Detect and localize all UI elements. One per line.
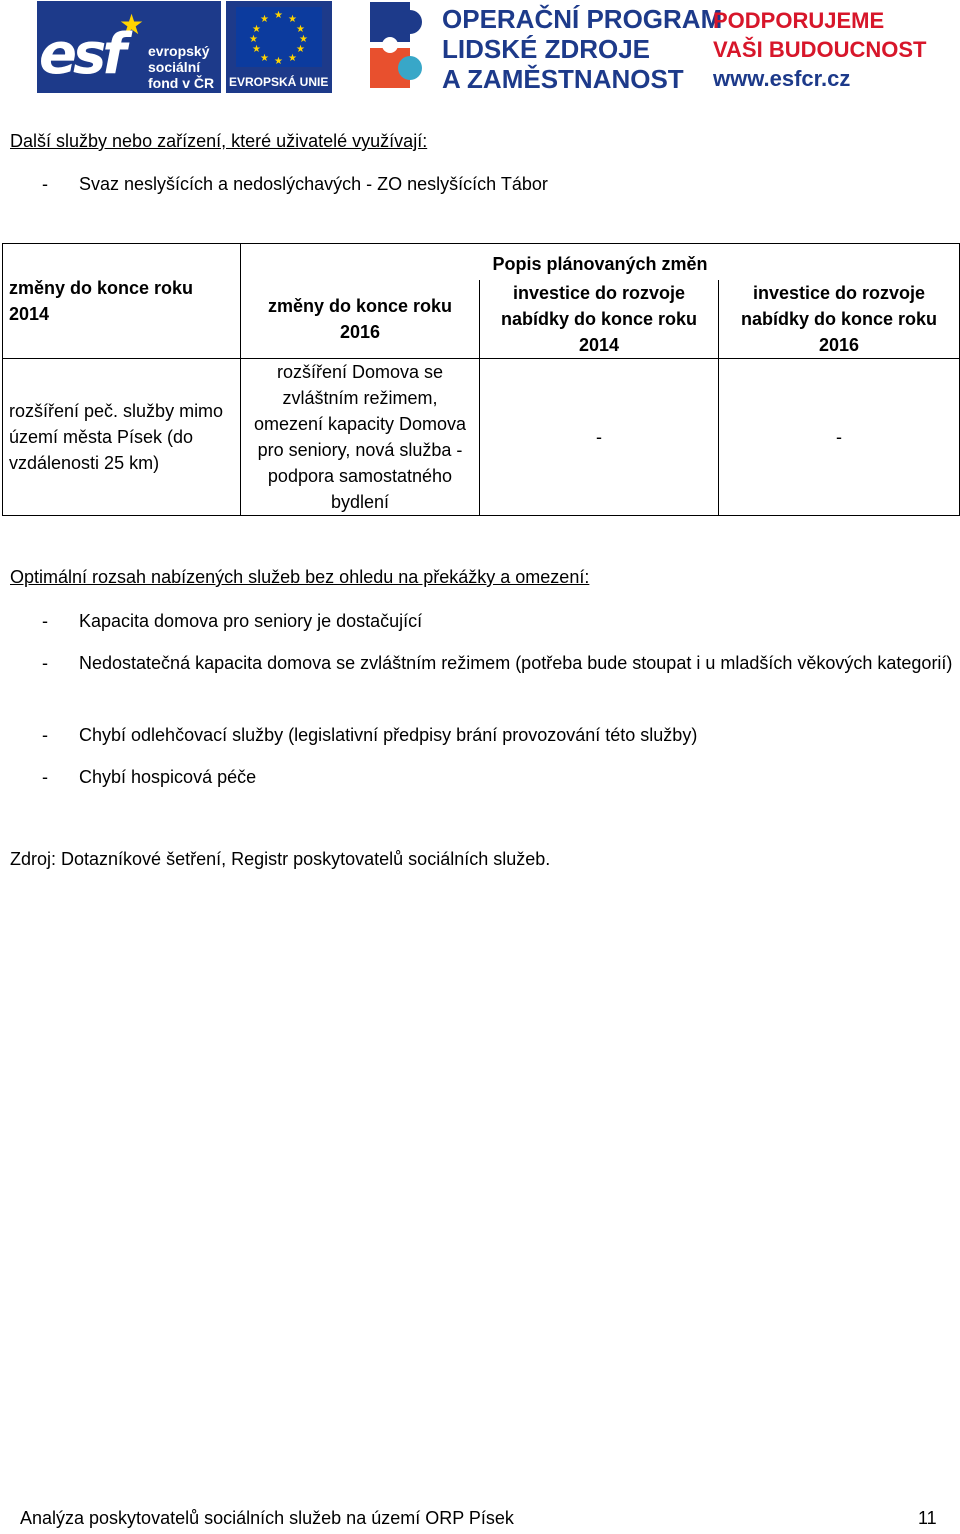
esf-logo-text — [148, 43, 214, 91]
cell-invest-2014: - — [480, 359, 719, 516]
oplz-line-2: LIDSKÉ ZDROJE — [442, 34, 651, 64]
header-changes-2014: změny do konce roku 2014 — [3, 244, 241, 359]
header-invest-2016: investice do rozvoje nabídky do konce roku 2016 — [719, 280, 960, 359]
eu-logo — [226, 1, 332, 93]
esf-logo — [37, 1, 221, 93]
table-row — [3, 359, 960, 516]
eu-logo-label: EVROPSKÁ UNIE — [229, 75, 329, 89]
esf-line-2: sociální — [148, 59, 201, 75]
esf-line-3: fond v ČR — [148, 75, 215, 91]
optimal-heading: Optimální rozsah nabízených služeb bez ohledu na překážky a omezení: — [10, 567, 590, 587]
cell-changes-2014: rozšíření peč. služby mimo území města Písek (do vzdálenosti 25 km) — [3, 359, 241, 516]
eu-flag-icon: ★ ★ ★ ★ ★ ★ ★ ★ ★ ★ ★ ★ — [236, 7, 322, 67]
support-slogan — [713, 6, 927, 93]
slogan-line-1: PODPORUJEME — [713, 8, 885, 33]
slogan-line-2: VAŠI BUDOUCNOST — [713, 37, 927, 62]
source-note: Zdroj: Dotazníkové šetření, Registr poskytovatelů sociálních služeb. — [10, 849, 551, 869]
optimal-item-text: Nedostatečná kapacita domova se zvláštním režimem (potřeba bude stoupat i u mladších věkových kategorií) — [79, 653, 953, 673]
header-changes-2016: změny do konce roku 2016 — [241, 280, 480, 359]
page-number: 11 — [918, 1508, 937, 1528]
bullet-dash: - — [42, 653, 48, 673]
oplz-line-3: A ZAMĚSTNANOST — [442, 64, 684, 94]
star-icon: ★ — [119, 9, 145, 40]
optimal-item-text: Chybí odlehčovací služby (legislativní předpisy brání provozování této služby) — [79, 725, 698, 745]
bullet-dash: - — [42, 174, 48, 194]
services-heading: Další služby nebo zařízení, které uživatelé využívají: — [10, 131, 428, 151]
bullet-dash: - — [42, 767, 48, 787]
header-popis: Popis plánovaných změn — [241, 244, 960, 281]
cell-invest-2016: - — [719, 359, 960, 516]
esf-line-1: evropský — [148, 43, 210, 59]
oplz-line-1: OPERAČNÍ PROGRAM — [442, 4, 723, 34]
bullet-dash: - — [42, 611, 48, 631]
services-item-text: Svaz neslyšících a nedoslýchavých - ZO neslyšících Tábor — [79, 174, 548, 194]
optimal-item-text: Chybí hospicová péče — [79, 767, 257, 787]
bullet-dash: - — [42, 725, 48, 745]
esf-logo-mark: esf — [39, 22, 123, 87]
planned-changes-table — [2, 243, 960, 516]
cell-changes-2016: rozšíření Domova se zvláštním režimem, omezení kapacity Domova pro seniory, nová služba - podpora samostatného bydlení — [241, 359, 480, 516]
footer-title: Analýza poskytovatelů sociálních služeb na území ORP Písek — [20, 1508, 514, 1528]
optimal-item-text: Kapacita domova pro seniory je dostačující — [79, 611, 423, 631]
oplz-logo-text — [442, 4, 722, 94]
header-invest-2014: investice do rozvoje nabídky do konce roku 2014 — [480, 280, 719, 359]
esf-website: www.esfcr.cz — [713, 66, 851, 91]
header-logos — [0, 0, 960, 100]
oplz-logo-icon — [370, 2, 428, 92]
